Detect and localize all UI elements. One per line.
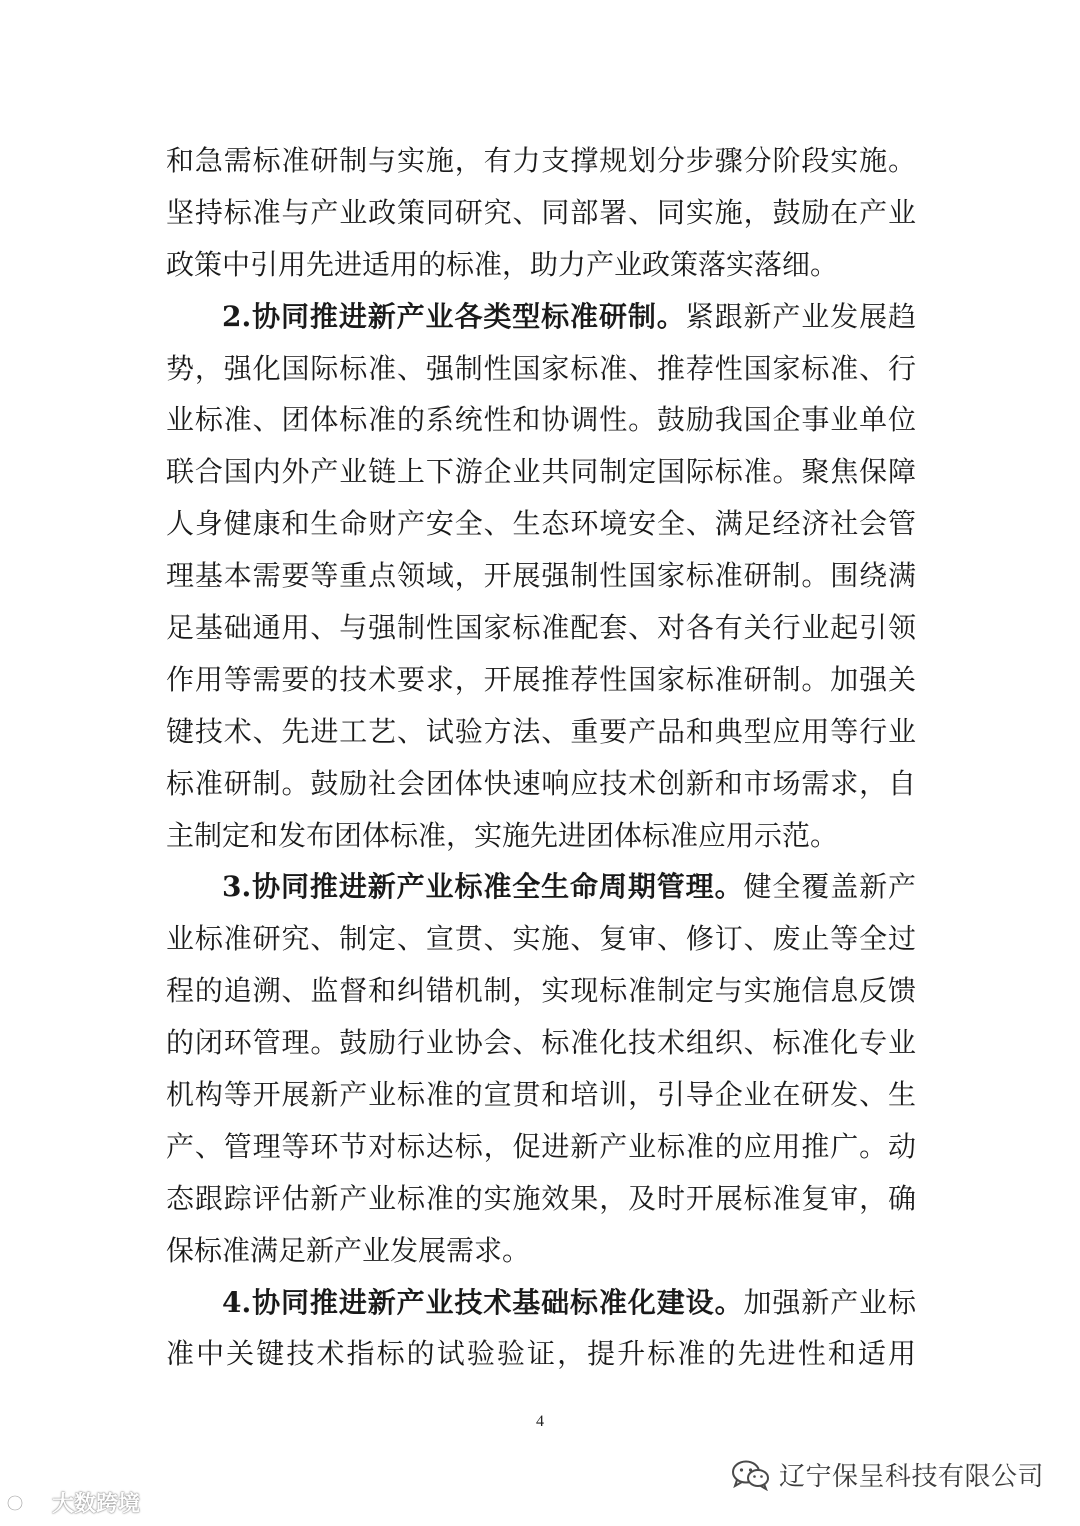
text-line [166, 187, 916, 239]
text-line [166, 446, 916, 498]
text-line [166, 291, 916, 343]
line-text: 加强新产业标 [743, 1285, 916, 1319]
text-line [166, 239, 916, 291]
text-line [166, 861, 916, 913]
text-line [166, 1277, 916, 1329]
line-text: 的闭环管理。鼓励行业协会、标准化技术组织、标准化专业 [166, 1026, 916, 1060]
company-name: 辽宁保呈科技有限公司 [778, 1462, 1044, 1492]
line-text: 业标准研究、制定、宣贯、实施、复审、修订、废止等全过 [166, 922, 916, 956]
line-text: 态跟踪评估新产业标准的实施效果，及时开展标准复审，确 [166, 1181, 916, 1215]
text-line [166, 654, 916, 706]
wechat-icon [731, 1459, 771, 1491]
section-heading: 3.协同推进新产业标准全生命周期管理。 [222, 870, 744, 904]
text-line [166, 706, 916, 758]
text-line [166, 602, 916, 654]
text-line [166, 1069, 916, 1121]
text-line [166, 758, 916, 810]
body-text [166, 135, 916, 1380]
line-text: 健全覆盖新产 [743, 870, 916, 904]
line-text: 主制定和发布团体标准，实施先进团体标准应用示范。 [166, 818, 839, 852]
section-heading: 4.协同推进新产业技术基础标准化建设。 [222, 1285, 744, 1319]
line-text: 业标准、团体标准的系统性和协调性。鼓励我国企事业单位 [166, 403, 916, 437]
brand-watermark [6, 1487, 140, 1518]
text-line [166, 135, 916, 187]
text-line [166, 498, 916, 550]
section-heading: 2.协同推进新产业各类型标准研制。 [222, 299, 686, 333]
line-text: 政策中引用先进适用的标准，助力产业政策落实落细。 [166, 247, 839, 281]
line-text: 人身健康和生命财产安全、生态环境安全、满足经济社会管 [166, 507, 916, 541]
line-text: 紧跟新产业发展趋 [685, 299, 916, 333]
line-text: 保标准满足新产业发展需求。 [166, 1233, 531, 1267]
line-text: 机构等开展新产业标准的宣贯和培训，引导企业在研发、生 [166, 1078, 916, 1112]
text-line [166, 394, 916, 446]
logo-icon [6, 1490, 48, 1516]
page-number: 4 [536, 1413, 544, 1430]
line-text: 联合国内外产业链上下游企业共同制定国际标准。聚焦保障 [166, 455, 916, 489]
line-text: 键技术、先进工艺、试验方法、重要产品和典型应用等行业 [166, 714, 916, 748]
line-text: 和急需标准研制与实施，有力支撑规划分步骤分阶段实施。 [166, 144, 916, 177]
line-text: 势，强化国际标准、强制性国家标准、推荐性国家标准、行 [166, 351, 916, 385]
text-line [166, 1173, 916, 1225]
text-line [166, 1225, 916, 1277]
line-text: 理基本需要等重点领域，开展强制性国家标准研制。围绕满 [166, 559, 916, 593]
line-text: 准中关键技术指标的试验验证，提升标准的先进性和适用 [166, 1337, 916, 1371]
brand-name: 大数跨境 [52, 1492, 141, 1517]
text-line [166, 965, 916, 1017]
text-line [166, 810, 916, 862]
text-line [166, 913, 916, 965]
text-line [166, 343, 916, 395]
text-line [166, 1017, 916, 1069]
line-text: 坚持标准与产业政策同研究、同部署、同实施，鼓励在产业 [166, 195, 916, 229]
line-text: 程的追溯、监督和纠错机制，实现标准制定与实施信息反馈 [166, 974, 916, 1008]
text-line [166, 1121, 916, 1173]
line-text: 产、管理等环节对标达标，促进新产业标准的应用推广。动 [166, 1129, 916, 1163]
line-text: 作用等需要的技术要求，开展推荐性国家标准研制。加强关 [166, 662, 916, 696]
wechat-watermark [731, 1456, 1044, 1493]
line-text: 标准研制。鼓励社会团体快速响应技术创新和市场需求，自 [166, 766, 916, 800]
text-line [166, 550, 916, 602]
line-text: 足基础通用、与强制性国家标准配套、对各有关行业起引领 [166, 611, 916, 645]
text-line [166, 1328, 916, 1380]
